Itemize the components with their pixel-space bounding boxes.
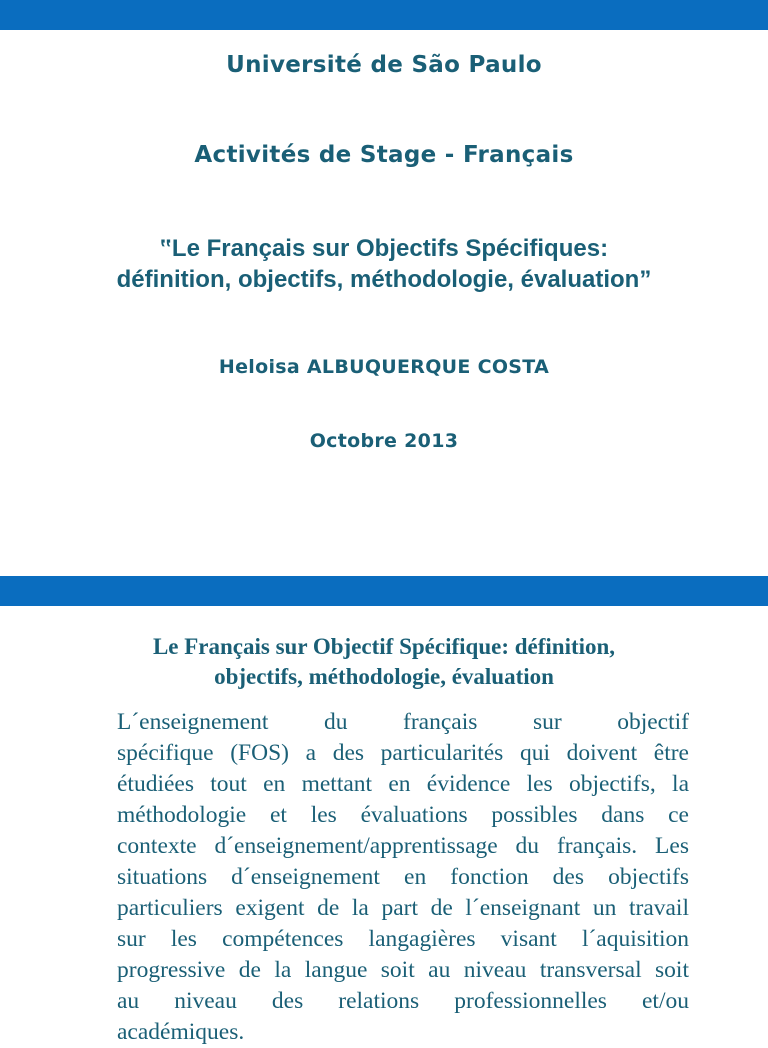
body-paragraph — [117, 707, 689, 1048]
body-line: L´enseignement du français sur objectif — [117, 709, 689, 735]
body-line: spécifique (FOS) a des particularités qui doivent être — [117, 740, 689, 766]
body-line: particuliers exigent de la part de l´enseignant un travail — [117, 895, 689, 921]
title-slide — [0, 30, 768, 576]
heading-line-2: objectifs, méthodologie, évaluation — [214, 664, 554, 689]
body-line: au niveau des relations professionnelles et/ou — [117, 988, 689, 1014]
body-line: situations d´enseignement en fonction des objectifs — [117, 864, 689, 890]
body-line: étudiées tout en mettant en évidence les objectifs, la — [117, 771, 689, 797]
body-line: progressive de la langue soit au niveau transversal soit — [117, 957, 689, 983]
author-name: Heloisa ALBUQUERQUE COSTA — [218, 356, 550, 378]
top-header-band — [0, 0, 768, 30]
presentation-date: Octobre 2013 — [309, 430, 459, 452]
presentation-title-line-2: définition, objectifs, méthodologie, évaluation” — [116, 266, 652, 293]
presentation-title — [0, 233, 768, 295]
presentation-title-line-1: ‟Le Français sur Objectifs Spécifiques: — [159, 235, 609, 262]
body-line: contexte d´enseignement/apprentissage du français. Les — [117, 833, 689, 859]
body-line: sur les compétences langagières visant l´aquisition — [117, 926, 689, 952]
university-name: Université de São Paulo — [226, 52, 542, 78]
content-slide-heading — [0, 632, 768, 692]
slide-separator-band — [0, 576, 768, 606]
content-slide — [0, 606, 768, 1045]
course-title: Activités de Stage - Français — [194, 142, 574, 168]
heading-line-1: Le Français sur Objectif Spécifique: définition, — [152, 634, 616, 659]
body-line: académiques. — [117, 1019, 245, 1045]
body-line: méthodologie et les évaluations possibles dans ce — [117, 802, 689, 828]
